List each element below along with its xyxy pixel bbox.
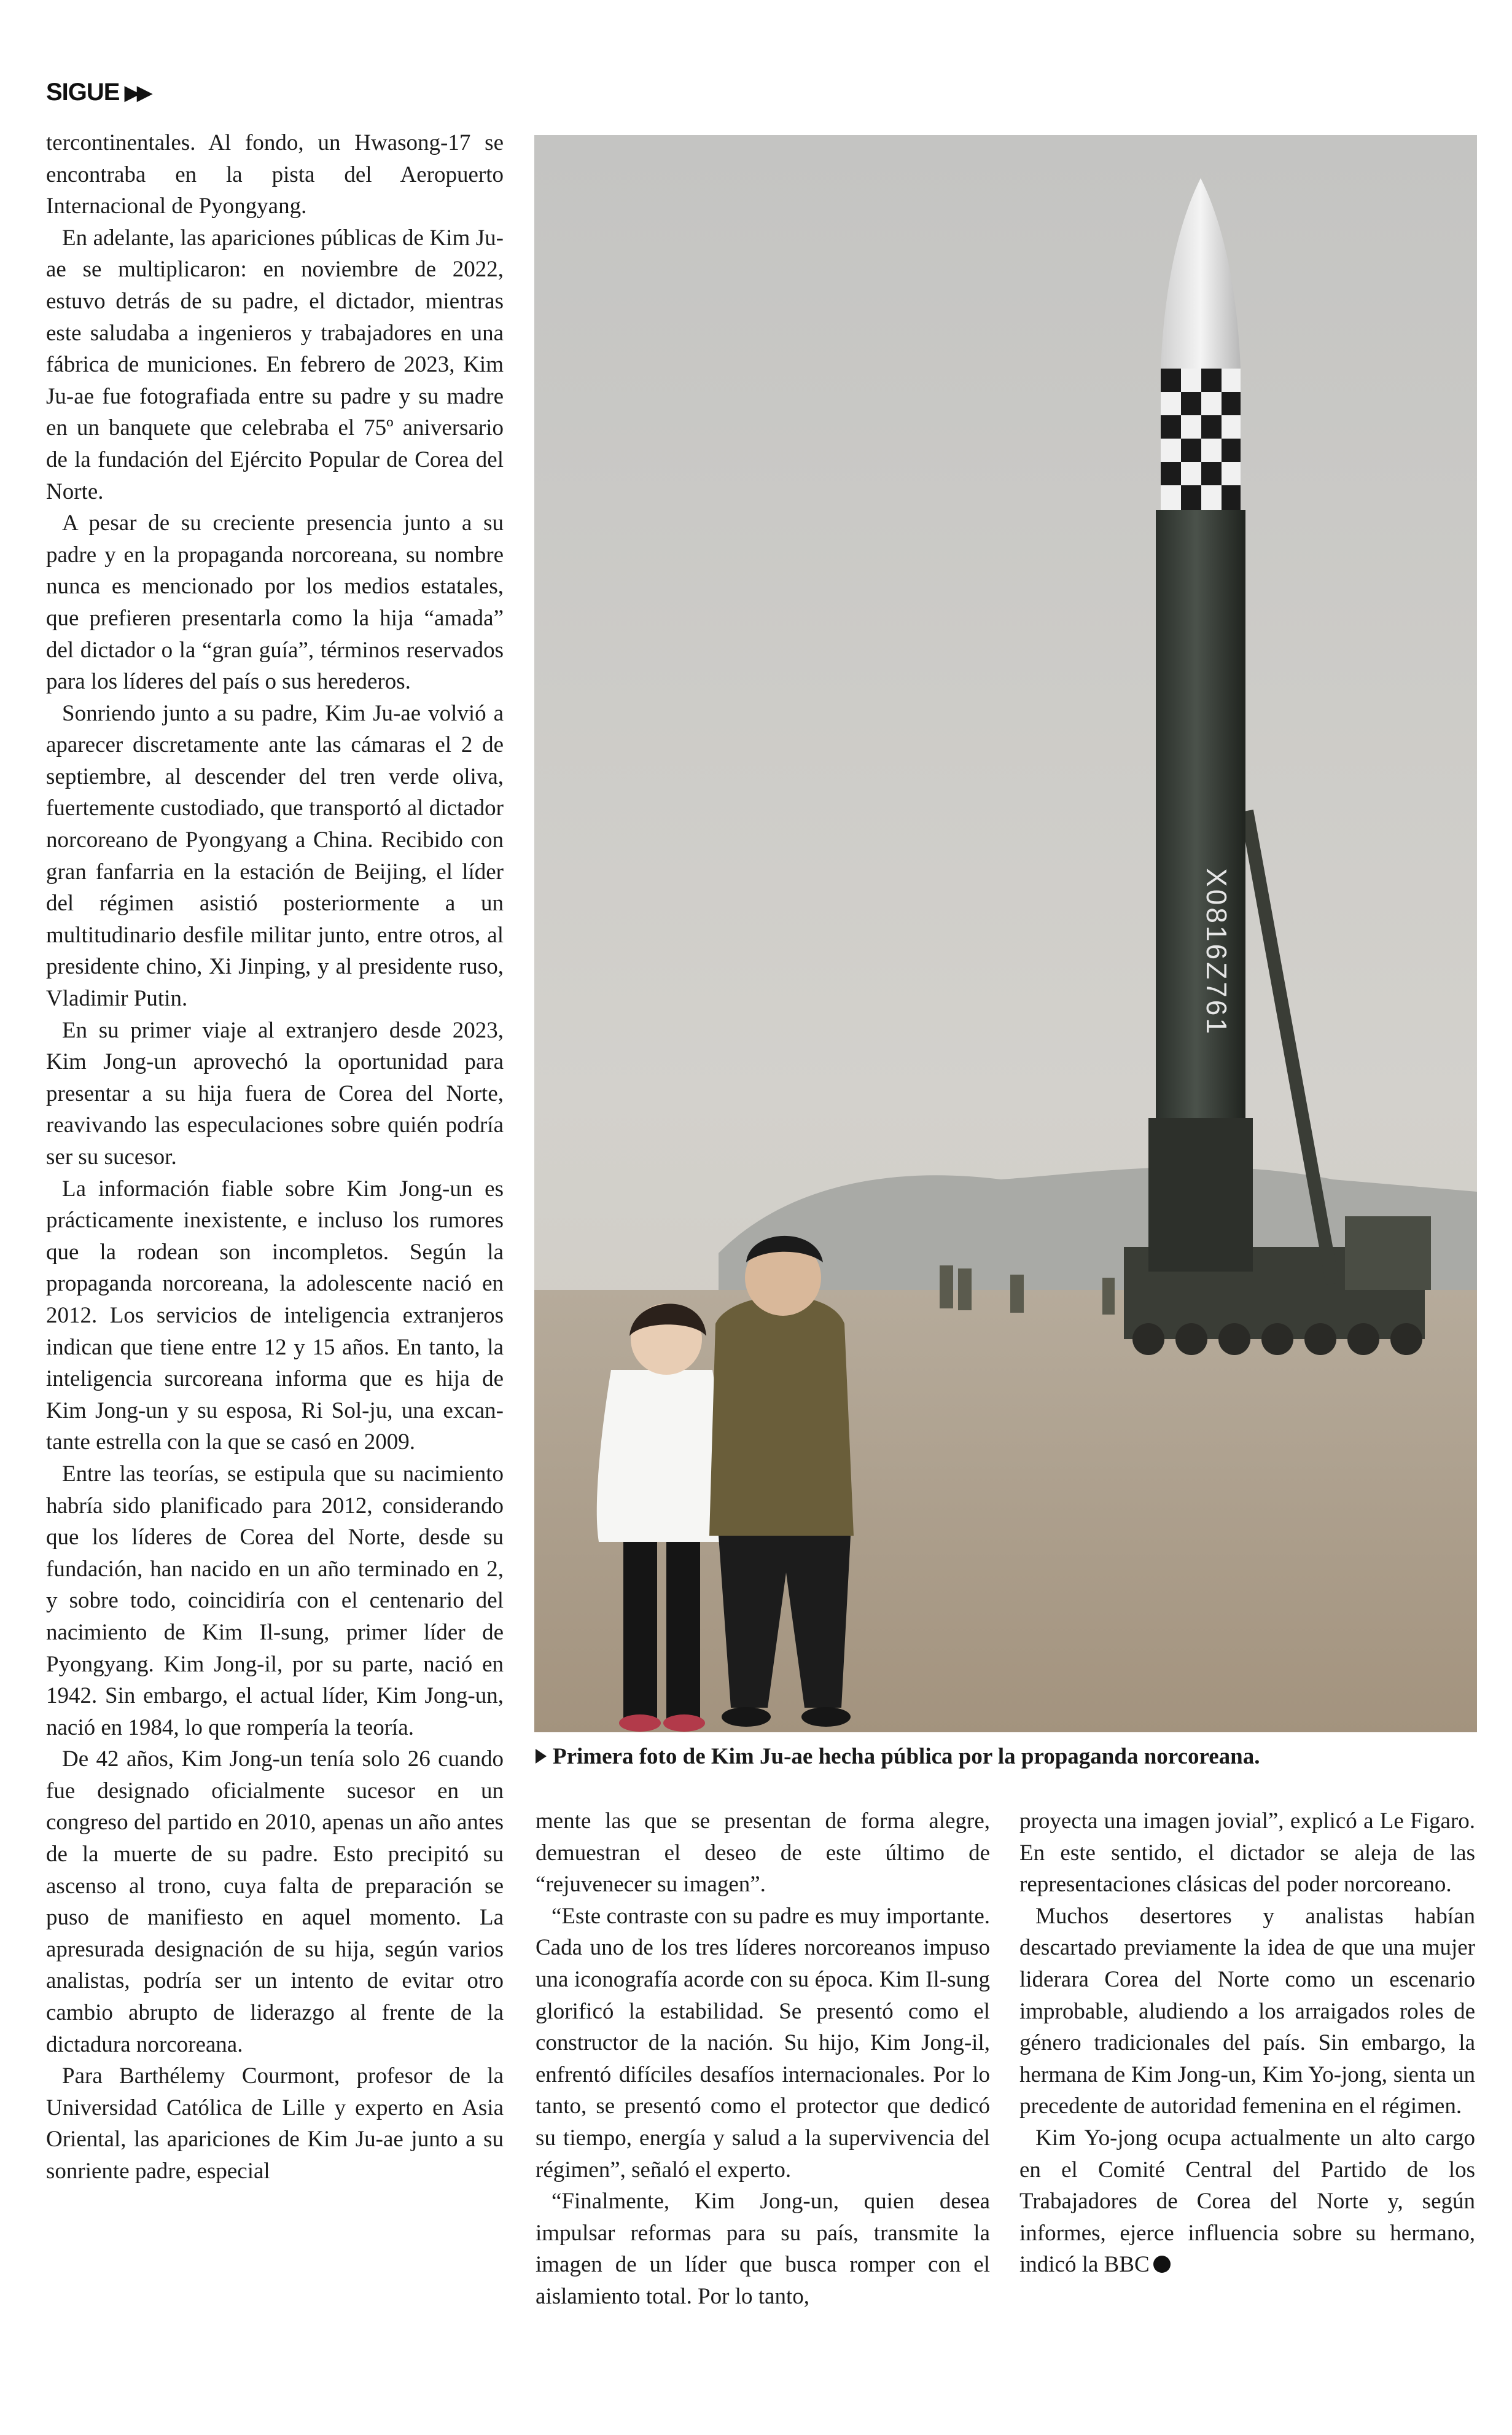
paragraph: mente las que se presentan de forma alegre, demuestran el deseo de este último de “rejuvenecer su imagen”. bbox=[536, 1808, 990, 1898]
continue-label: SIGUE bbox=[46, 79, 120, 106]
news-photo bbox=[534, 135, 1477, 1732]
paragraph: A pesar de su creciente presencia junto a su padre y en la propaganda norcoreana, su nombre nunca es mencionado por los medios estatales, que prefieren presentarla como la hija “amada” del dictador o la “gran guía”, términos reservados para los líderes del país o sus herederos. bbox=[46, 510, 504, 695]
paragraph: De 42 años, Kim Jong-un tenía solo 26 cuando fue designado oficialmente sucesor en un congreso del partido en 2010, apenas un año antes de la muerte de su padre. Esto precipitó su ascenso al trono, cuya falta de preparación se puso de manifiesto en aquel momento. La apresurada designación de su hija, según varios analistas, podría ser un intento de evitar otro cambio abrupto de liderazgo al frente de la dictadura norcoreana. bbox=[46, 1746, 504, 2057]
paragraph: La información fiable sobre Kim Jong-un es prácticamente inexistente, e incluso los rumores que la rodean son incompletos. Según la propaganda norcoreana, la adolescente nació en 2012. Los servicios de inteligencia extranjeros indican que tiene entre 12 y 15 años. En tanto, la inteligencia surcoreana informa que es hija de Kim Jong-un y su esposa, Ri Sol-ju, una excantante estrella con la que se casó en 2009. bbox=[46, 1176, 504, 1455]
article-column-1 bbox=[46, 127, 504, 2400]
missile bbox=[1148, 178, 1253, 1272]
caption-text: Primera foto de Kim Ju-ae hecha pública por la propaganda norcoreana. bbox=[553, 1744, 1260, 1769]
article-column-3 bbox=[1019, 1805, 1475, 2395]
double-play-arrow-icon: ▶▶ bbox=[124, 80, 149, 104]
article-column-2 bbox=[536, 1805, 990, 2395]
paragraph: “Finalmente, Kim Jong-un, quien desea impulsar reformas para su país, transmite la imagen de un líder que busca romper con el aislamiento total. Por lo tanto, bbox=[536, 2189, 990, 2309]
paragraph: Sonriendo junto a su padre, Kim Ju-ae volvió a aparecer discretamente ante las cámaras el 2 de septiembre, al descender del tren verde oliva, fuertemente custodiado, que transportó al dictador norcoreano de Pyongyang a China. Recibido con gran fanfarria en la estación de Beijing, el líder del régimen asistió posteriormente a un multitudinario desfile militar junto, entre otros, al presidente chino, Xi Jinping, y al presidente ruso, Vladimir Putin. bbox=[46, 700, 504, 1012]
end-of-article-icon bbox=[1153, 2256, 1171, 2273]
missile-serial: X0816Z761 bbox=[1201, 868, 1233, 1036]
paragraph: Muchos desertores y analistas habían descartado previamente la idea de que una mujer liderara Corea del Norte como un escenario improbable, aludiendo a los arraigados roles de género tradicionales del país. Sin embargo, la hermana de Kim Jong-un, Kim Yo-jong, sienta un precedente de autoridad femenina en el régimen. bbox=[1019, 1903, 1475, 2119]
paragraph: tercontinentales. Al fondo, un Hwasong-17 se encontraba en la pista del Aeropuerto Internacional de Pyongyang. bbox=[46, 130, 504, 219]
paragraph: En adelante, las apariciones públicas de Kim Ju-ae se multiplicaron: en noviembre de 2022, estuvo detrás de su padre, el dictador, mientras este saludaba a ingenieros y trabajadores en una fábrica de municiones. En febrero de 2023, Kim Ju-ae fue fotografiada entre su padre y su madre en un banquete que celebraba el 75º aniversario de la fundación del Ejército Popular de Corea del Norte. bbox=[46, 225, 504, 504]
paragraph: En su primer viaje al extranjero desde 2023, Kim Jong-un aprovechó la oportunidad para presentar a su hija fuera de Corea del Norte, reavivando las especulaciones sobre quién podría ser su sucesor. bbox=[46, 1017, 504, 1170]
photo-caption bbox=[536, 1742, 1475, 1772]
paragraph bbox=[1019, 2122, 1475, 2281]
paragraph: Para Barthélemy Courmont, profesor de la Universidad Católica de Lille y experto en Asia Oriental, las apariciones de Kim Ju-ae junto a su sonriente padre, especial bbox=[46, 2063, 504, 2184]
caption-arrow-icon bbox=[536, 1749, 547, 1764]
paragraph: proyecta una imagen jovial”, explicó a Le Figaro. En este sentido, el dictador se aleja de las representaciones clásicas del poder norcoreano. bbox=[1019, 1808, 1475, 1898]
paragraph-text: Kim Yo-jong ocupa actualmente un alto cargo en el Comité Central del Partido de los Trabajadores de Corea del Norte y, según informes, ejerce influencia sobre su hermano, indicó la BBC bbox=[1019, 2125, 1475, 2278]
continue-marker bbox=[46, 79, 149, 106]
paragraph: Entre las teorías, se estipula que su nacimiento habría sido planificado para 2012, considerando que los líderes de Corea del Norte, desde su fundación, han nacido en un año terminado en 2, y sobre todo, coincidiría con el centenario del nacimiento de Kim Il-sung, primer líder de Pyongyang. Kim Jong-il, por su parte, nació en 1942. Sin embargo, el actual líder, Kim Jong-un, nació en 1984, lo que rompería la teoría. bbox=[46, 1461, 504, 1740]
missile-scene-illustration bbox=[534, 135, 1477, 1732]
paragraph: “Este contraste con su padre es muy importante. Cada uno de los tres líderes norcoreanos impuso una iconografía acorde con su época. Kim Il-sung glorificó la estabilidad. Se presentó como el constructor de la nación. Su hijo, Kim Jong-il, enfrentó difíciles desafíos internacionales. Por lo tanto, se presentó como el protector que dedicó su tiempo, energía y salud a la supervivencia del régimen”, señaló el experto. bbox=[536, 1903, 990, 2183]
